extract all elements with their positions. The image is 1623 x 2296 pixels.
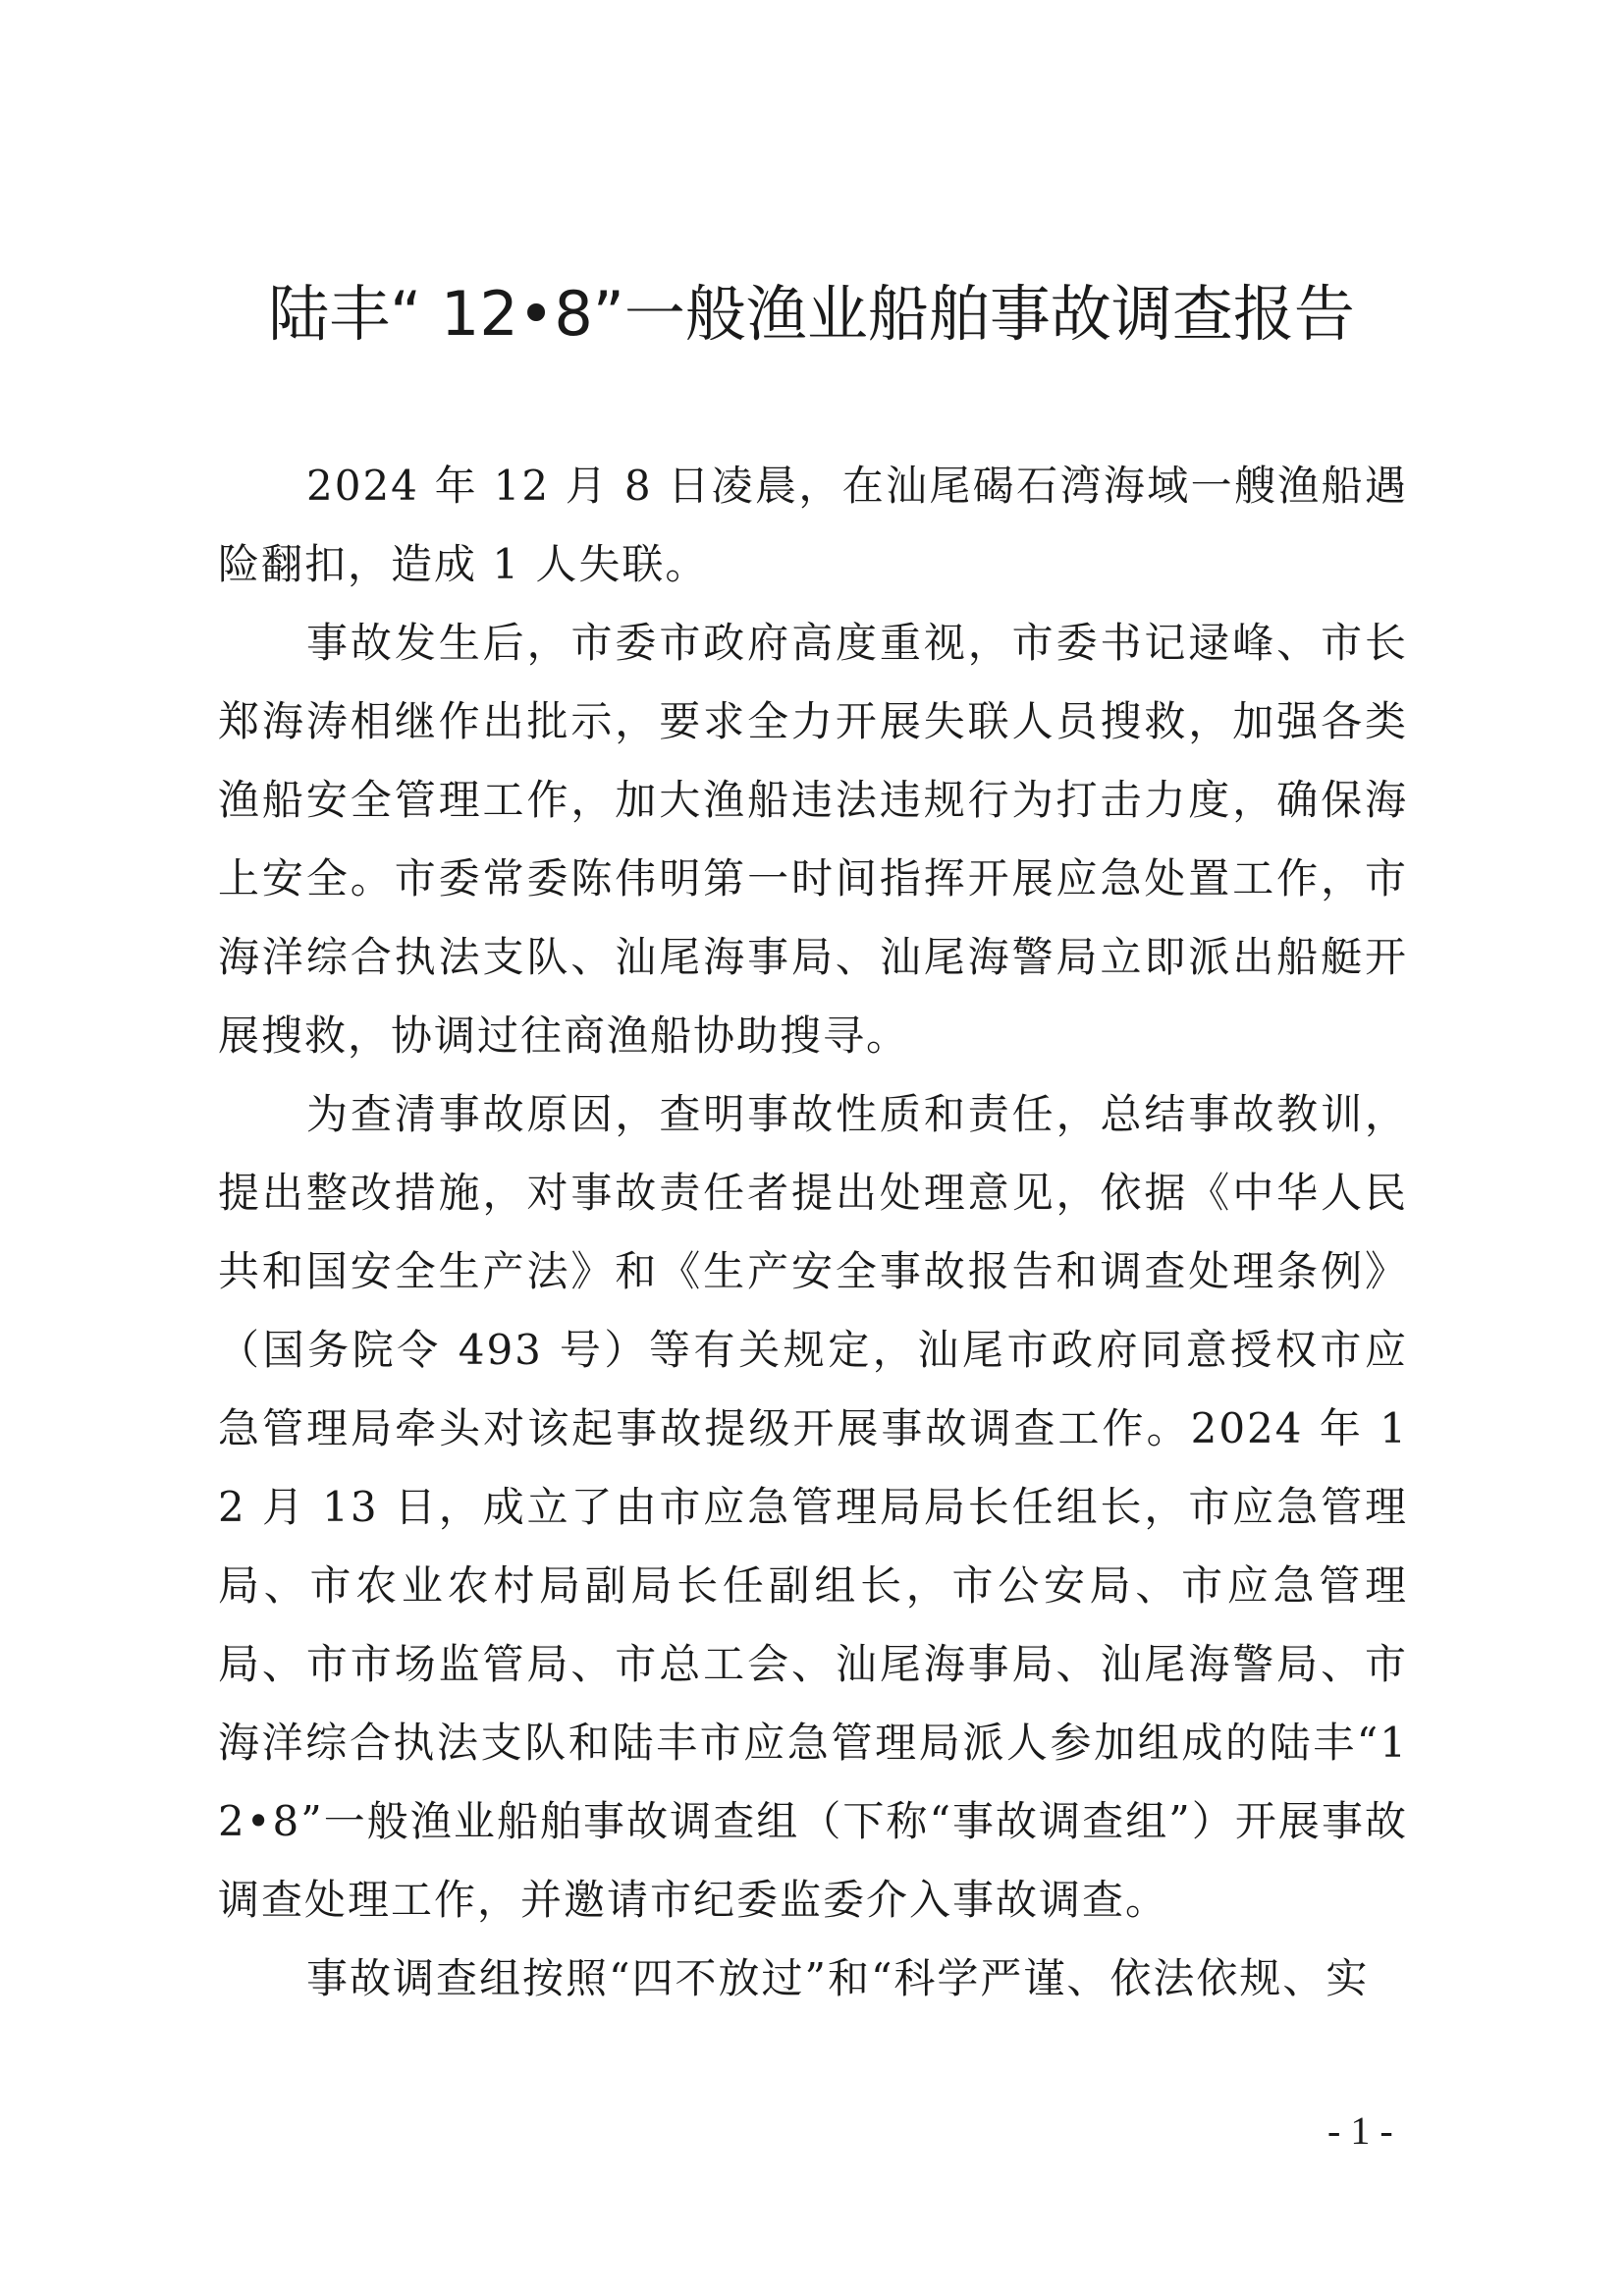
page-number: - 1 - [1327, 2108, 1393, 2153]
paragraph-incident-summary: 2024 年 12 月 8 日凌晨，在汕尾碣石湾海域一艘渔船遇险翻扣，造成 1 人失联。 [218, 462, 1408, 588]
paragraph-response: 事故发生后，市委市政府高度重视，市委书记逯峰、市长郑海涛相继作出批示，要求全力开展失联人员搜救，加强各类渔船安全管理工作，加大渔船违法违规行为打击力度，确保海上安全。市委常委陈伟明第一时间指挥开展应急处置工作，市海洋综合执法支队、汕尾海事局、汕尾海警局立即派出船艇开展搜救，协调过往商渔船协助搜寻。 [218, 619, 1408, 1060]
paragraph-investigation-basis: 为查清事故原因，查明事故性质和责任，总结事故教训，提出整改措施，对事故责任者提出处理意见，依据《中华人民共和国安全生产法》和《生产安全事故报告和调查处理条例》（国务院令 493 号）等有关规定，汕尾市政府同意授权市应急管理局牵头对该起事故提级开展事故调查工作。2024 年 12 月 13 日，成立了由市应急管理局局长任组长，市应急管理局、市农业农村局副局长任副组长，市公安局、市应急管理局、市市场监管局、市总工会、汕尾海事局、汕尾海警局、市海洋综合执法支队和陆丰市应急管理局派人参加组成的陆丰“12•8”一般渔业船舶事故调查组（下称“事故调查组”）开展事故调查处理工作，并邀请市纪委监委介入事故调查。 [218, 1090, 1408, 1924]
document-title: 陆丰“ 12•8”一般渔业船舶事故调查报告 [268, 278, 1355, 350]
paragraph-investigation-principles: 事故调查组按照“四不放过”和“科学严谨、依法依规、实 [306, 1954, 1370, 2002]
document-body [218, 447, 1408, 2018]
